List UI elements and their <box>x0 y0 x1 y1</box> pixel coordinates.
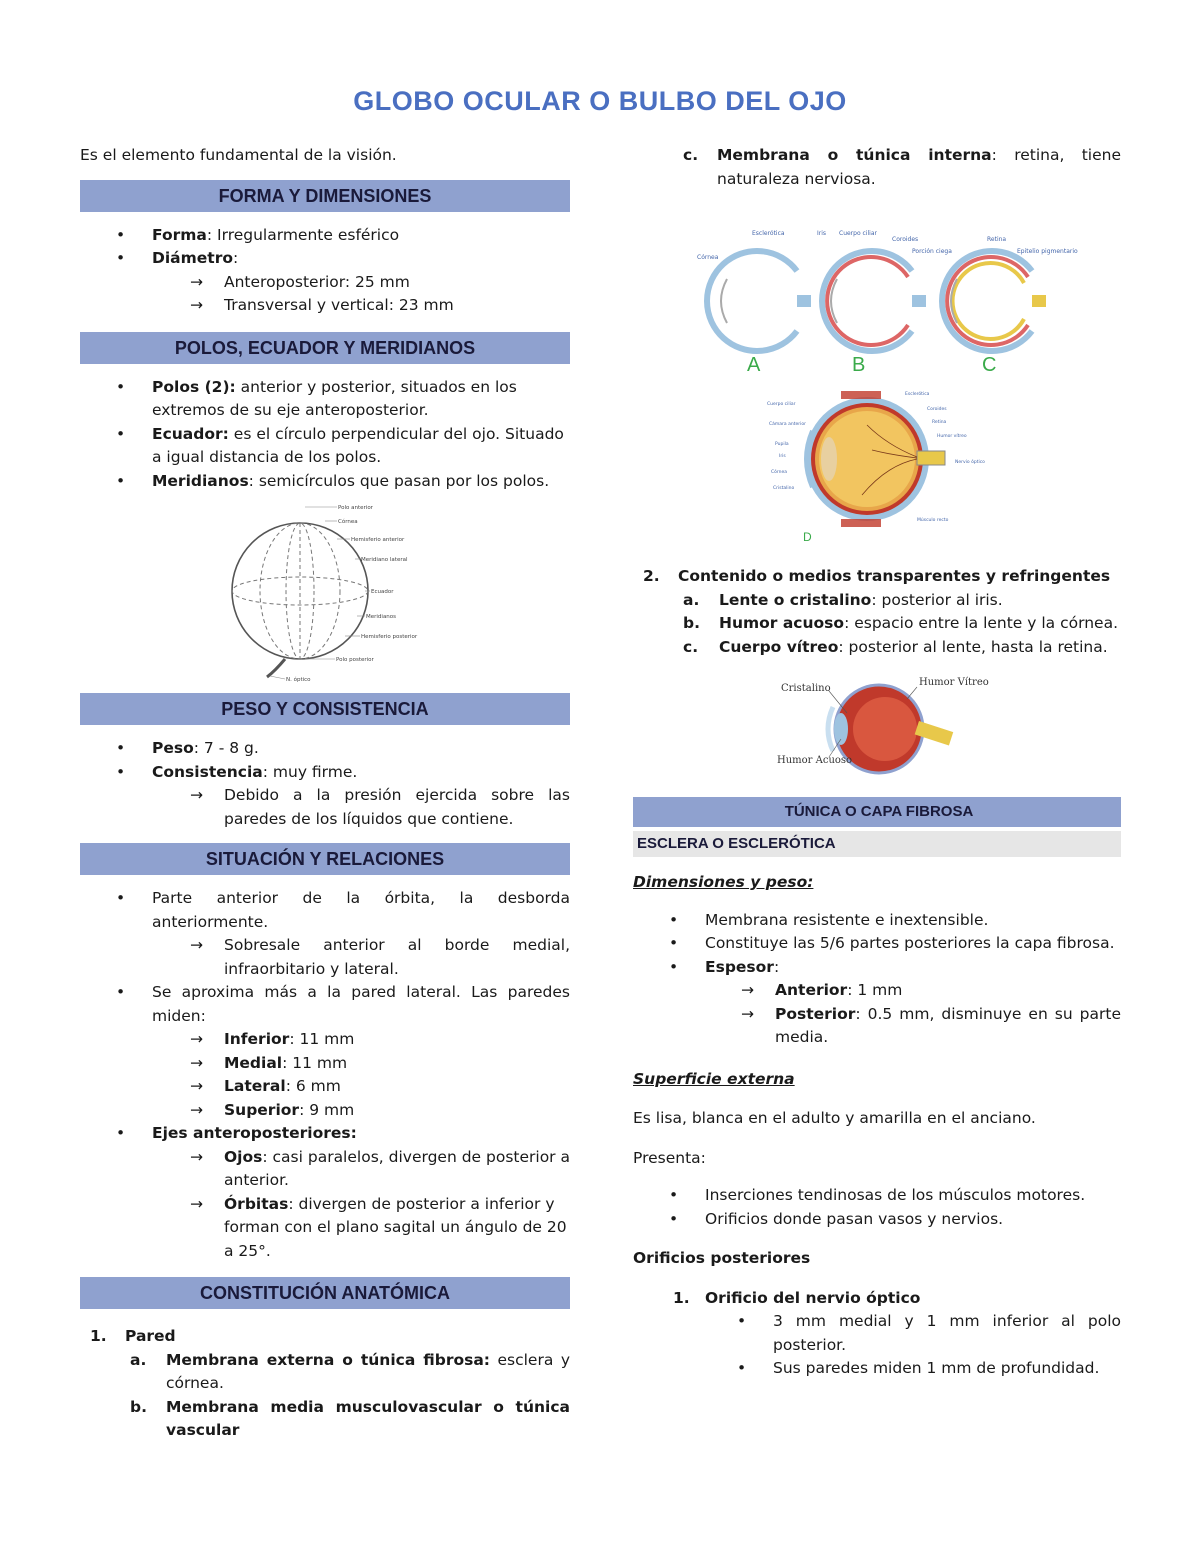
figure-label: Pupila <box>775 442 789 447</box>
figure-label: Córnea <box>771 470 788 475</box>
list-item: • Ejes anteroposteriores: <box>80 1122 570 1146</box>
figure-label: Cuerpo ciliar <box>839 230 877 237</box>
figure-label: Polo anterior <box>338 505 373 511</box>
paragraph: Es lisa, blanca en el adulto y amarilla en el anciano. <box>633 1109 1036 1127</box>
figure-letter: B <box>852 354 866 376</box>
figure-letter: A <box>747 354 761 376</box>
figure-label: Polo posterior <box>336 657 374 663</box>
figure-label: Cuerpo ciliar <box>767 402 796 407</box>
figure-label: Porción ciega <box>912 248 952 255</box>
list-subitem: → Inferior: 11 mm <box>80 1028 570 1052</box>
list-subitem: • Sus paredes miden 1 mm de profundidad. <box>633 1357 1121 1381</box>
list-item: • Peso: 7 - 8 g. <box>80 737 570 761</box>
figure-label: Humor Acuoso <box>777 755 853 766</box>
list-subitem: → Anteroposterior: 25 mm <box>80 271 570 295</box>
lettered-item: a. Lente o cristalino: posterior al iris. <box>683 590 1003 609</box>
figure-label: Humor Vítreo <box>919 677 989 688</box>
section-heading-peso: PESO Y CONSISTENCIA <box>80 693 570 725</box>
list-item: • Ecuador: es el círculo perpendicular del ojo. Situado a igual distancia de los polos. <box>80 423 570 470</box>
list-subitem: → Medial: 11 mm <box>80 1052 570 1076</box>
list-item: • Orificios donde pasan vasos y nervios. <box>633 1208 1121 1232</box>
globe-meridians-figure <box>225 501 425 681</box>
figure-label: Córnea <box>697 254 719 261</box>
section-heading-constitucion: CONSTITUCIÓN ANATÓMICA <box>80 1277 570 1309</box>
figure-label: Hemisferio posterior <box>361 634 418 640</box>
section-heading-polos: POLOS, ECUADOR Y MERIDIANOS <box>80 332 570 364</box>
figure-label: Hemisferio anterior <box>351 537 405 543</box>
figure-label: N. óptico <box>286 677 311 683</box>
figure-label: Meridianos <box>366 614 397 620</box>
list-subitem: → Anterior: 1 mm <box>633 979 1121 1003</box>
figure-label: Ecuador <box>371 589 394 595</box>
subheading-orificios: Orificios posteriores <box>633 1249 811 1267</box>
list-subitem: → Superior: 9 mm <box>80 1099 570 1123</box>
numbered-item: 2. Contenido o medios transparentes y refringentes <box>643 567 1111 585</box>
list-item: • Consistencia: muy firme. <box>80 761 570 785</box>
figure-letter: D <box>803 530 812 544</box>
lettered-item: c. Cuerpo vítreo: posterior al lente, hasta la retina. <box>683 637 1108 656</box>
eye-cross-section-figure <box>767 385 987 545</box>
figure-label: Iris <box>779 454 786 459</box>
figure-label: Esclerótica <box>752 230 785 237</box>
figure-label: Coroides <box>927 407 947 412</box>
list-subitem: → Posterior: 0.5 mm, disminuye en su parte media. <box>633 1003 1121 1050</box>
list-subitem: → Transversal y vertical: 23 mm <box>80 294 570 318</box>
page-title: GLOBO OCULAR O BULBO DEL OJO <box>353 86 847 116</box>
lettered-item: a. Membrana externa o túnica fibrosa: esclera y córnea. <box>130 1350 570 1392</box>
list-subitem: → Sobresale anterior al borde medial, infraorbitario y lateral. <box>80 934 570 981</box>
numbered-item: 1. Orificio del nervio óptico <box>673 1288 921 1307</box>
figure-label: Cristalino <box>773 486 795 491</box>
list-item: • Constituye las 5/6 partes posteriores la capa fibrosa. <box>633 932 1121 956</box>
section-heading-tunica: TÚNICA O CAPA FIBROSA <box>633 797 1121 827</box>
lettered-item: c. Membrana o túnica interna: retina, tiene naturaleza nerviosa. <box>683 146 1122 188</box>
figure-label: Músculo recto <box>917 518 949 523</box>
list-subitem: → Debido a la presión ejercida sobre las paredes de los líquidos que contiene. <box>80 784 570 831</box>
subheading-superficie: Superficie externa <box>633 1069 795 1088</box>
figure-label: Nervio óptico <box>955 460 985 465</box>
list-subitem: • 3 mm medial y 1 mm inferior al polo posterior. <box>633 1310 1121 1357</box>
lettered-item: b. Humor acuoso: espacio entre la lente y la córnea. <box>683 614 1118 632</box>
figure-label: Iris <box>817 230 827 237</box>
list-subitem: → Ojos: casi paralelos, divergen de posterior a anterior. <box>80 1146 570 1193</box>
figure-letter: C <box>982 354 997 376</box>
list-subitem: → Órbitas: divergen de posterior a inferior y forman con el plano sagital un ángulo de 20 a 25°. <box>80 1193 570 1264</box>
list-item: • Diámetro: <box>80 247 570 271</box>
figure-label: Retina <box>987 236 1007 243</box>
figure-label: Retina <box>932 420 947 425</box>
eye-layers-figure <box>687 221 1078 381</box>
subheading-dimensiones: Dimensiones y peso: <box>633 873 814 891</box>
list-item: • Se aproxima más a la pared lateral. Las paredes miden: <box>80 981 570 1028</box>
left-column <box>80 140 570 1443</box>
figure-label: Córnea <box>338 519 358 525</box>
list-item: • Parte anterior de la órbita, la desborda anteriormente. <box>80 887 570 934</box>
figure-label: Cristalino <box>781 683 831 694</box>
figure-label: Esclerótica <box>905 392 930 397</box>
list-item: • Membrana resistente e inextensible. <box>633 909 1121 933</box>
list-item: • Forma: Irregularmente esférico <box>80 224 570 248</box>
list-item: • Espesor: <box>633 956 1121 980</box>
eye-media-figure <box>767 673 987 783</box>
figure-label: Epitelio pigmentario <box>1017 248 1078 255</box>
subsection-heading-esclera: ESCLERA O ESCLERÓTICA <box>633 831 1121 857</box>
figure-label: Meridiano lateral <box>361 557 408 563</box>
list-item: • Polos (2): anterior y posterior, situados en los extremos de su eje anteroposterior. <box>80 376 570 423</box>
figure-label: Cámara anterior <box>769 422 806 427</box>
section-heading-situacion: SITUACIÓN Y RELACIONES <box>80 843 570 875</box>
intro-text: Es el elemento fundamental de la visión. <box>80 146 397 164</box>
figure-label: Humor vítreo <box>937 434 967 439</box>
numbered-item: 1. Pared <box>90 1327 176 1345</box>
list-item: • Inserciones tendinosas de los músculos motores. <box>633 1184 1121 1208</box>
figure-label: Coroides <box>892 236 919 243</box>
right-column <box>633 140 1121 1381</box>
lettered-item: b. Membrana media musculovascular o túnica vascular <box>130 1397 570 1439</box>
paragraph: Presenta: <box>633 1148 706 1167</box>
section-heading-forma: FORMA Y DIMENSIONES <box>80 180 570 212</box>
list-item: • Meridianos: semicírculos que pasan por los polos. <box>80 470 570 494</box>
list-subitem: → Lateral: 6 mm <box>80 1075 570 1099</box>
